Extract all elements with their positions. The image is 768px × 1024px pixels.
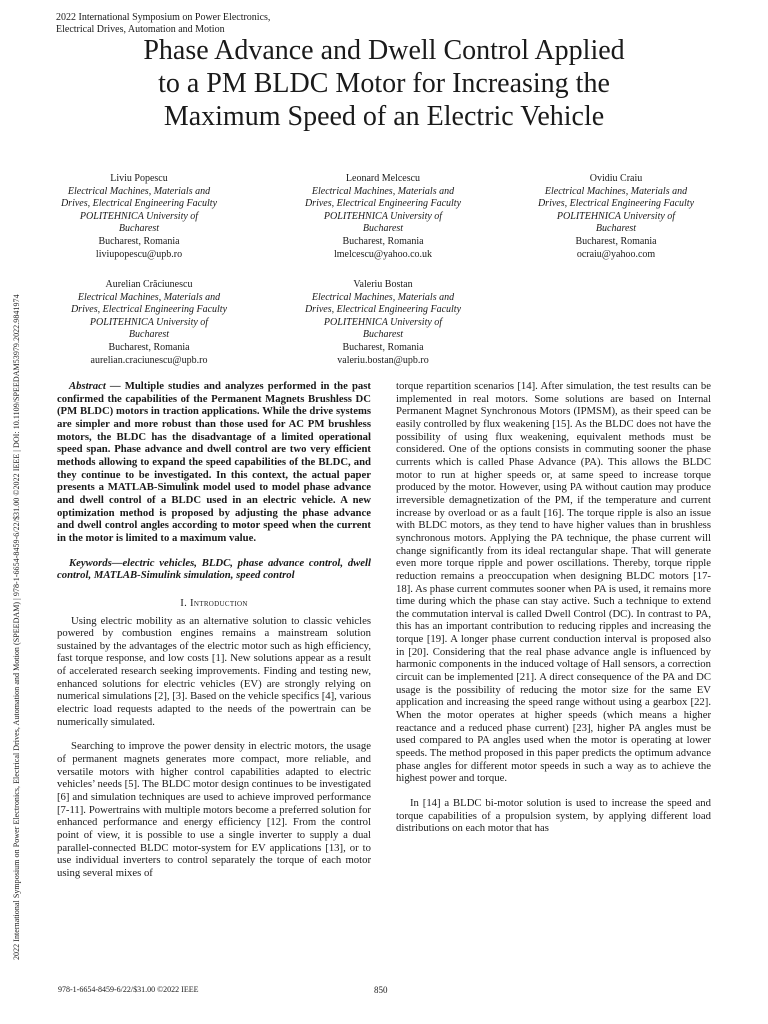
author-city: Bucharest, Romania [575,235,657,247]
author-affiliation: Electrical Machines, Materials and [311,291,455,303]
author-block-5 [287,279,479,367]
author-city: Bucharest, Romania [342,235,424,247]
right-paragraph-2: In [14] a BLDC bi-motor solution is used to increase the speed and torque capabilities of a propulsion system, by applying different load distributions on each motor that has [396,797,711,835]
author-email: lmelcescu@yahoo.co.uk [333,248,433,260]
author-affiliation: Drives, Electrical Engineering Faculty [70,304,228,316]
abstract-text: Multiple studies and analyzes performed in the past confirmed the capabilities of the Permanent Magnets Brushless DC (PM BLDC) motors in traction applications. While the drive systems are simpler and more robust than those used for AC PM brushless motors, the BLDC has the disadvantage of a limited operational speed span. Phase advance and dwell control are two very efficient methods allowing to expand the speed capabilities of the BLDC, and they continue to be investigated. In this context, the actual paper presents a MATLAB-Simulink model used to model phase advance and dwell control of a BLDC used in an electric vehicle. A new optimization method is proposed by adjusting the phase advance and dwell control angles according to motor speed when the current in the motor is limited to a maximum value. [57,380,371,544]
conference-header [56,12,270,36]
author-affiliation: Drives, Electrical Engineering Faculty [60,198,218,210]
author-affiliation: POLITEHNICA University of [323,210,443,222]
author-affiliation: Bucharest [128,329,170,341]
keywords: Keywords—electric vehicles, BLDC, phase advance control, dwell control, MATLAB-Simulink simulation, speed control [57,556,371,582]
author-city: Bucharest, Romania [108,341,190,353]
author-city: Bucharest, Romania [98,235,180,247]
author-block-3 [520,173,712,261]
section-numeral: I. [180,596,188,609]
footer-page-number: 850 [374,985,388,995]
author-affiliation: Bucharest [595,223,637,235]
author-email: liviupopescu@upb.ro [95,248,183,260]
author-block-4 [53,279,245,367]
author-block-1 [43,173,235,261]
author-affiliation: Bucharest [118,223,160,235]
author-affiliation: Drives, Electrical Engineering Faculty [537,198,695,210]
author-affiliation: Drives, Electrical Engineering Faculty [304,304,462,316]
section-title: Introduction [190,596,248,609]
doi-side-strip [0,0,24,1024]
author-email: aurelian.craciunescu@upb.ro [90,354,208,366]
author-city: Bucharest, Romania [342,341,424,353]
author-affiliation: Drives, Electrical Engineering Faculty [304,198,462,210]
author-affiliation: POLITEHNICA University of [79,210,199,222]
author-affiliation: POLITEHNICA University of [556,210,676,222]
author-block-2 [287,173,479,261]
author-affiliation: POLITEHNICA University of [89,316,209,328]
author-affiliation: Bucharest [362,223,404,235]
author-name: Leonard Melcescu [345,173,421,184]
conference-header-line1: 2022 International Symposium on Power Electronics, [56,12,271,23]
abstract [57,380,371,545]
left-column [57,380,371,880]
author-affiliation: Electrical Machines, Materials and [77,291,221,303]
section-heading-introduction [57,597,371,610]
title-line2: to a PM BLDC Motor for Increasing the [158,68,610,99]
author-name: Aurelian Crăciunescu [105,279,193,290]
author-name: Liviu Popescu [110,173,168,184]
doi-side-text: 2022 International Symposium on Power Electronics, Electrical Drives, Automation and Motion (SPEEDAM) | 978-1-6654-8459-6/22/$31.00 ©2022 IEEE | DOI: 10.1109/SPEEDAM53979.2022.9841974 [12,294,21,960]
paper-title [90,34,678,133]
author-affiliation: Bucharest [362,329,404,341]
author-email: valeriu.bostan@upb.ro [337,354,429,366]
author-affiliation: POLITEHNICA University of [323,316,443,328]
author-affiliation: Electrical Machines, Materials and [67,185,211,197]
intro-paragraph-2: Searching to improve the power density in electric motors, the usage of permanent magnets generates more compact, more reliable, and versatile motors with higher control capabilities adapted to electric vehicles’ needs [5]. The BLDC motor design continues to be investigated [6] and simulation techniques are used to achieve improved performance [7-11]. Powertrains with multiple motors become a preferred solution for enhanced performance and energy efficiency [12]. From the control point of view, it is possible to use a single inverter to supply a dual parallel-connected BLDC motor-system for EV applications [13], or to use individual inverters to control separately the torque of each motor using several mixes of [57,740,371,879]
author-name: Valeriu Bostan [353,279,413,290]
right-column [396,380,711,835]
footer-isbn: 978-1-6654-8459-6/22/$31.00 ©2022 IEEE [58,985,199,994]
intro-paragraph-1: Using electric mobility as an alternative solution to classic vehicles powered by combustion engines remains a mainstream solution sustained by the advantages of the electric motor such as high efficiency, fast torque response, and low costs [1]. New solutions appear as a result of accelerated research seeking improvements. Finding and testing new, enhanced solutions for electric vehicles (EV) are strongly relying on numerical simulations [2], [3]. Based on the vehicle specifics [4], various electric load requests adapted to the needs of the powertrain can be numerically simulated. [57,614,371,728]
title-line1: Phase Advance and Dwell Control Applied [143,35,625,66]
author-name: Ovidiu Craiu [589,173,643,184]
title-line3: Maximum Speed of an Electric Vehicle [163,101,605,132]
conference-header-line2: Electrical Drives, Automation and Motion [56,24,225,35]
author-email: ocraiu@yahoo.com [576,248,656,260]
author-affiliation: Electrical Machines, Materials and [544,185,688,197]
right-paragraph-1: torque repartition scenarios [14]. After simulation, the test results can be implemented in real motors. Some solutions are based on Internal Permanent Magnet Synchronous Motors (IPMSM), as their speed can be easily controlled by flux weakening [15]. As the BLDC does not have the possibility of using flux weakening, equivalent methods must be considered. One of the options consists in commuting sooner the phase currents which is called Phase Advance (PA). This allows the BLDC motor to run at higher speeds or, at same speed to increase torque produced by the motor. However, using PA without caution may produce irreversible demagnetization of the PM, if the temperature and current increase by overload or as a fault [16]. The torque ripple is also an issue with BLDC motors, as they tend to have higher values than in brushless synchronous motors. Applying the PA technique, the phase current will change significantly from its ideal rectangular shape. That will generate even more torque ripple and power oscillations. Thereby, torque ripple reduction remains a preoccupation when designing BLDC motors [17-18]. As phase current commutes sooner when PA is used, it remains more time during which the phase can stay active. Such a technique to extend the commutation interval is called Dwell Control (DC). In contrast to PA, this has an important contribution to reducing ripples and increasing the torque [19]. A longer phase current conduction interval is proposed also in [20]. Considering that the real phase advance angle is influenced by harmonic components in the induced voltage of Hall sensors, a correction circuit can be implemented [21]. A direct consequence of the PA and DC usage is the possibility of reducing the motor size for the same EV application and increasing the speed range without using a gearbox [22]. When the motor operates at higher speeds (which means a higher reactance and a reduced phase current) [23], higher PA angles must be used compared to PA angles used when the motor is operating at lower speeds. The method proposed in this paper predicts the optimum advance phase angles for different motor speeds in such a way as to achieve the highest power and torque. [396,380,711,785]
abstract-label: Abstract — [69,380,121,392]
author-affiliation: Electrical Machines, Materials and [311,185,455,197]
